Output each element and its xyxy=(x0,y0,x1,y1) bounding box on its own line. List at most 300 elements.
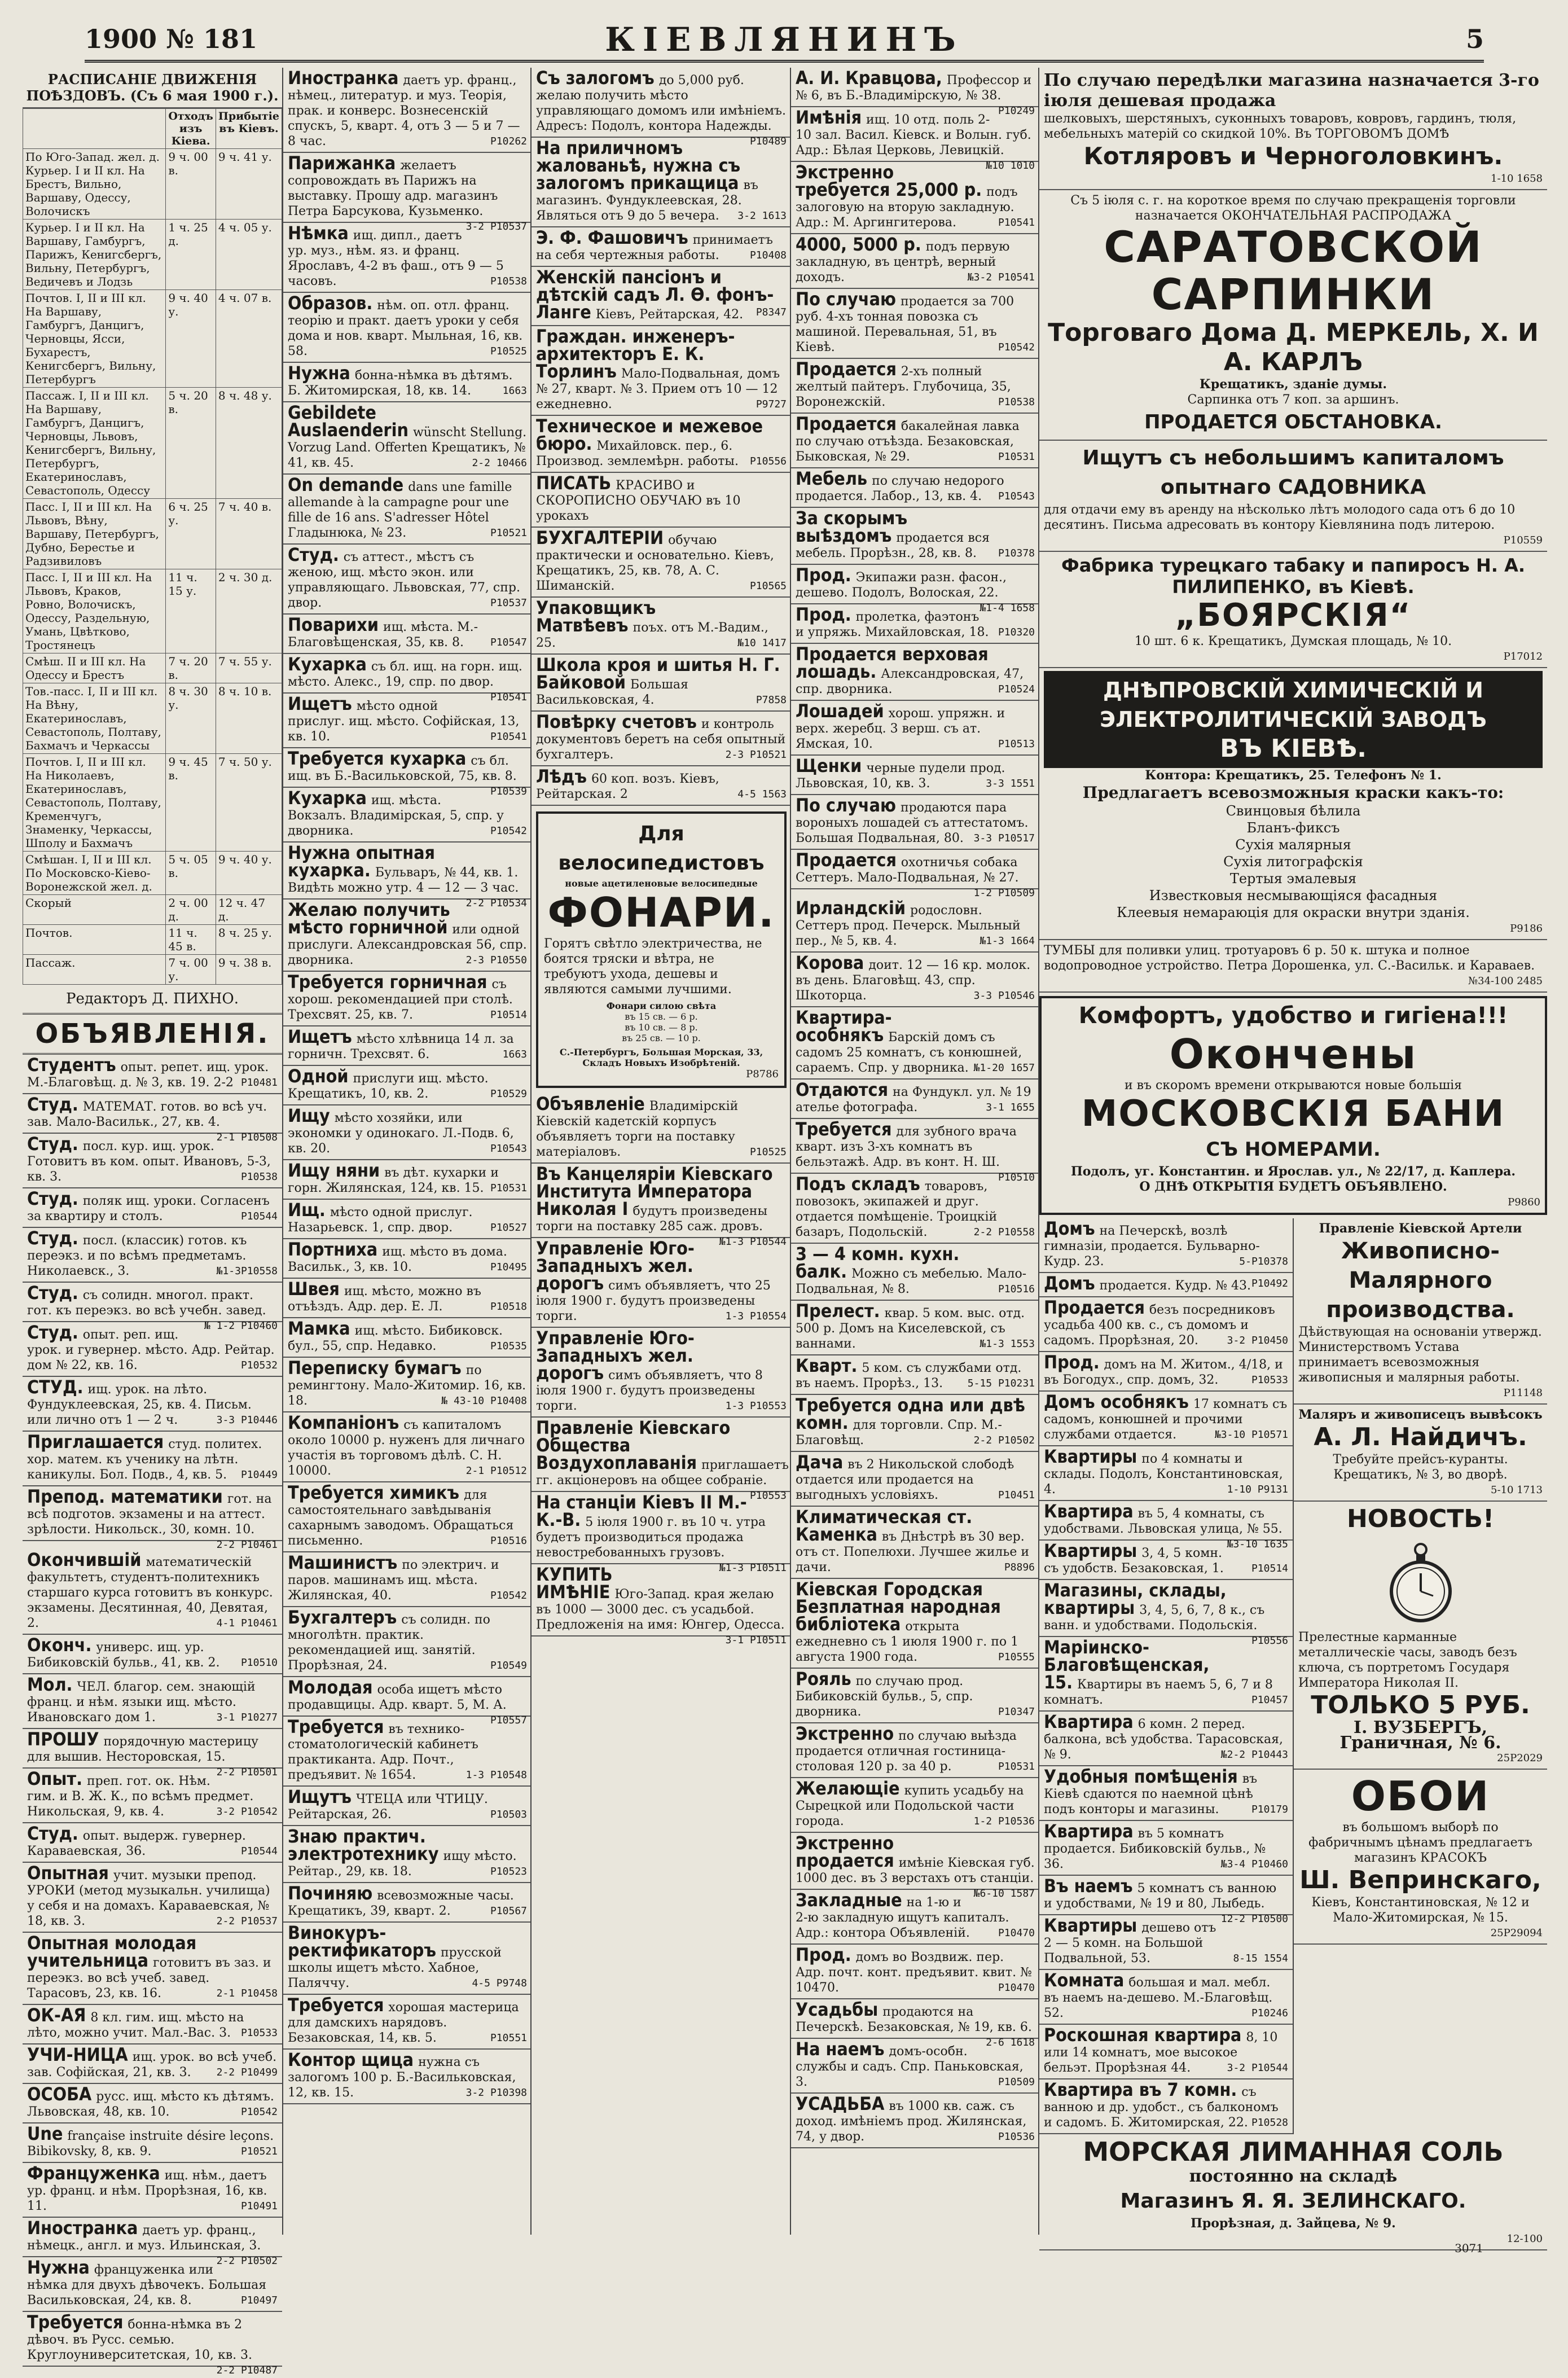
bicycle-seller: С.-Петербургъ, Большая Морская, 33, Складъ Новыхъ Изобрѣтеній. xyxy=(559,1047,763,1068)
ad-text: ищ. мѣсто въ дома. Васильк., 3, кв. 10. xyxy=(288,1245,507,1274)
ad-lead: Парижанка xyxy=(288,152,396,174)
gardener-ref: Р10559 xyxy=(1503,534,1543,546)
ad-lead: Ищутъ xyxy=(288,1786,352,1807)
ad-ref: Р10524 xyxy=(998,683,1035,695)
classified-ad xyxy=(532,712,791,766)
bicycle-subtitle: новые ацетиленовые велосипедные xyxy=(565,878,758,889)
classified-ad xyxy=(532,1417,791,1502)
ad-text: 8, 10 или 14 комнатъ, мое высокое бельэт. Прорѣзная 44. xyxy=(1044,2030,1278,2075)
classified-ad xyxy=(283,1412,532,1482)
timetable-departure: 9 ч. 40 у. xyxy=(166,290,216,388)
ad-lead: На приличномъ жалованьѣ, нужна съ залогомъ прикащица xyxy=(536,137,741,194)
salt-shop: Магазинъ Я. Я. ЗЕЛИНСКАГО. xyxy=(1120,2190,1466,2213)
ad-text: продаются на Печерскѣ. Безаковская, № 19, кв. 6. xyxy=(796,2005,1032,2034)
classified-ad xyxy=(283,545,532,615)
ad-ref: 1-3 Р10548 xyxy=(465,1769,527,1781)
ad-lead: Мамка xyxy=(288,1318,350,1339)
moscow-baths-ad xyxy=(1039,996,1547,1215)
classified-ad xyxy=(791,849,1039,899)
footer-ref: 3071 xyxy=(1455,2241,1483,2255)
timetable-departure: 1 ч. 25 д. xyxy=(166,220,216,290)
ad-text: принимаетъ на себя чертежныя работы. xyxy=(536,233,773,262)
ad-lead: Студ. xyxy=(27,1823,78,1844)
timetable-arrival: 8 ч. 10 в. xyxy=(216,683,282,754)
ad-lead: Требуется химикъ xyxy=(288,1482,460,1503)
ad-lead: По случаю xyxy=(796,288,896,310)
timetable-route: Пасс. I, II и III кл. На Львовъ, Краков, Ровно, Волочискъ, Одессу, Раздельную, Умань, Цвѣтково, Тростянецъ xyxy=(23,569,166,653)
ad-text: въ Кіевѣ сдаются по наемной цѣнѣ подъ конторы и магазины. xyxy=(1044,1772,1258,1817)
ad-ref: Р10543 xyxy=(998,490,1035,502)
ad-ref: 3-2 Р10544 xyxy=(1227,2062,1288,2074)
classified-ad xyxy=(283,1279,532,1318)
ad-ref: Р10514 xyxy=(1251,1563,1288,1574)
ad-text: студ. политех. хор. матем. къ ученику на лѣтн. каникулы. Бол. Подв., 4, кв. 5. xyxy=(27,1437,262,1482)
ad-lead: Француженка xyxy=(27,2162,160,2184)
ad-lead: Усадьбы xyxy=(796,1999,879,2020)
timetable-arrival: 8 ч. 25 у. xyxy=(216,925,282,955)
ad-ref: 2-3 Р10521 xyxy=(725,749,787,761)
ad-text: съ бл. ищ. на горн. ищ. мѣсто. Алекс., 19, спр. по двор. xyxy=(288,660,522,689)
ad-ref: 1-2 Р10509 xyxy=(973,887,1035,899)
ad-text: посл. кур. ищ. урок. Готовитъ въ ком. опыт. Ивановъ, 5-3, кв. 3. xyxy=(27,1139,271,1184)
ad-text: особа ищетъ мѣсто продавщицы. Адр. кварт. 5, М. А. xyxy=(288,1683,507,1712)
classified-ad xyxy=(532,138,791,227)
ad-lead: КУПИТЬ ИМѢНІЕ xyxy=(536,1564,613,1603)
ad-ref: Р10533 xyxy=(1251,1374,1288,1386)
ad-ref: Р10538 xyxy=(490,275,527,287)
timetable-row xyxy=(23,955,282,985)
ad-text: мѣсто хозяйки, или экономки у одинокаго. Л.-Подв. 6, кв. 20. xyxy=(288,1111,514,1156)
ad-ref: Р10320 xyxy=(998,626,1035,638)
ad-text: въ 5 комнатъ продается. Бибиковскій бульв., № 36. xyxy=(1044,1827,1266,1871)
sale-head: По случаю передѣлки магазина назначается 3-го іюля дешевая продажа xyxy=(1044,71,1539,111)
ad-text: по случаю недорого продается. Лабор., 13, кв. 4. xyxy=(796,474,1004,503)
ad-text: приглашаетъ гг. акціонеровъ на общее собраніе. xyxy=(536,1458,789,1488)
ad-text: или одной прислуги. Александровская 56, спр. дворника. xyxy=(288,923,527,967)
classified-ad xyxy=(791,289,1039,359)
classified-ad xyxy=(532,766,791,806)
classified-ad xyxy=(532,326,791,416)
ad-text: преп. гот. ок. Нѣм. гим. и В. Ж. К., по всѣмъ предмет. Никольская, 9, кв. 4. xyxy=(27,1774,254,1819)
classified-ad xyxy=(791,1778,1039,1833)
ad-text: Экипажи разн. фасон., дешево. Подолъ, Волоская, 22. xyxy=(796,571,1007,600)
ad-text: по электрич. и паров. машинамъ ищ. мѣста. Жилянская, 40. xyxy=(288,1558,499,1603)
classified-ad xyxy=(23,2163,282,2218)
classified-ad xyxy=(23,1094,282,1143)
chem-title: ДНѢПРОВСКІЙ ХИМИЧЕСКІЙ И ЭЛЕКТРОЛИТИЧЕСКІЙ ЗАВОДЪ xyxy=(1100,678,1487,732)
ad-ref: 2-2 Р10501 xyxy=(216,1766,278,1778)
ad-text: даетъ ур. франц., нѣмец., литератур. и муз. Теорія, прак. и конверс. Вознесенскій спускъ, 5, кварт. 4, отъ 3 — 5 и 7 — 8 час. xyxy=(288,73,520,148)
classified-ad xyxy=(23,1188,282,1228)
classified-ad xyxy=(791,953,1039,1007)
ad-ref: № 1-2 Р10460 xyxy=(204,1320,278,1332)
ad-text: для торговли. Спр. М.-Благовѣщ. xyxy=(796,1418,1002,1447)
bath-ref: Р9860 xyxy=(1508,1196,1540,1208)
ad-text: Большая Васильковская, 4. xyxy=(536,678,688,707)
artel-ad xyxy=(1294,1218,1547,1405)
ad-lead: Мебель xyxy=(796,468,868,489)
ad-text: будутъ произведены торги на поставку 285 саж. дровъ. xyxy=(536,1204,767,1234)
ad-lead: Машинистъ xyxy=(288,1552,398,1573)
ad-text: ищ. мѣста. М.-Благовѣщенская, 35, кв. 8. xyxy=(288,620,478,650)
ad-lead: Контор щица xyxy=(288,2049,414,2070)
classified-ad xyxy=(791,1579,1039,1669)
col5-ads xyxy=(1039,1218,1293,2134)
timetable-row xyxy=(23,895,282,925)
timetable-route: Почтов. I, II и III кл. На Варшаву, Гамбургъ, Данцигъ, Черновцы, Ясси, Бухарестъ, Кенигсбергъ, Вильну, Петербургъ xyxy=(23,290,166,388)
timetable-row xyxy=(23,290,282,388)
timetable-route: Смѣшан. I, II и III кл. По Московско-Кіево-Воронежской жел. д. xyxy=(23,852,166,895)
ad-ref: 5-15 Р10231 xyxy=(967,1377,1035,1389)
ad-lead: Требуется xyxy=(288,1716,384,1738)
ad-text: въ Днѣстрѣ въ 30 вер. отъ ст. Попелюхи. Лучшее жилье и дачи. xyxy=(796,1530,1030,1574)
ad-ref: Р10529 xyxy=(490,1088,527,1100)
timetable-departure: 5 ч. 20 в. xyxy=(166,388,216,499)
ad-text: въ магазинъ. Фундуклеевская, 28. Являться отъ 9 до 5 вечера. xyxy=(536,178,758,223)
ad-lead: Желаю получить мѣсто горничной xyxy=(288,899,450,938)
ad-text: математическій факультетъ, студентъ-политехникъ старшаго курса готовитъ въ конкурс. экзамены. Десятинная, 40, Девятая, 2. xyxy=(27,1555,273,1630)
ad-lead: Винокуръ-ректификаторъ xyxy=(288,1922,436,1961)
ad-ref: Р10556 xyxy=(749,455,787,467)
classified-ad xyxy=(532,267,791,326)
classified-ad xyxy=(283,293,532,363)
ad-lead: Молодая xyxy=(288,1677,373,1698)
classified-ad xyxy=(791,756,1039,795)
chem-item: Тертыя эмалевыя xyxy=(1229,871,1357,887)
classified-ad xyxy=(791,1669,1039,1723)
ad-text: на Фундукл. ул. № 19 ателье фотографа. xyxy=(796,1085,1031,1115)
classified-ad xyxy=(1039,1500,1293,1550)
ad-ref: 4-1 Р10461 xyxy=(216,1617,278,1629)
ad-ref: №10 1010 xyxy=(986,160,1035,172)
classified-ad xyxy=(23,2005,282,2044)
sarpinka-note: ПРОДАЕТСЯ ОБСТАНОВКА. xyxy=(1144,411,1442,433)
watch-price: ТОЛЬКО 5 РУБ. xyxy=(1311,1691,1530,1719)
timetable-route: Скорый xyxy=(23,895,166,925)
ad-ref: Р10542 xyxy=(490,1590,527,1602)
classified-ad xyxy=(283,1318,532,1358)
ad-lead: На станціи Кіевъ II М.-К.-В. xyxy=(536,1491,747,1530)
timetable-header-dep: Отходъ изъ Кіева. xyxy=(166,109,216,149)
ad-ref: 3-3 1551 xyxy=(986,778,1035,789)
ad-lead: Препод. математики xyxy=(27,1486,223,1507)
ad-lead: Квартира xyxy=(1044,1500,1134,1522)
timetable-arrival: 9 ч. 40 у. xyxy=(216,852,282,895)
ad-text: въ 5, 4 комнаты, съ удобствами. Львовская улица, № 55. xyxy=(1044,1507,1282,1536)
timetable-title: РАСПИСАНІЕ ДВИЖЕНІЯ ПОѢЗДОВЪ. (Съ 6 мая 1900 г.). xyxy=(23,68,282,108)
ad-ref: № 43-10 Р10408 xyxy=(441,1395,527,1407)
ad-text: прусской школы ищетъ мѣсто. Хабное, Паляччу. xyxy=(288,1946,502,1990)
ad-ref: Р10565 xyxy=(749,580,787,592)
ad-lead: Требуется кухарка xyxy=(288,748,467,769)
ad-ref: Р10516 xyxy=(490,1535,527,1547)
ad-text: 5 комнатъ съ ванною и удобствами, № 19 и 80, Лыбедь. xyxy=(1044,1881,1277,1911)
ad-text: большая и мал. мебл. въ наемъ на-дешево. М.-Благовѣщ. 52. xyxy=(1044,1976,1273,2020)
ad-ref: Р10525 xyxy=(490,345,527,357)
ad-text: гот. на всѣ подготов. экзамены и на аттест. зрѣлости. Никольск., 30, комн. 10. xyxy=(27,1492,272,1537)
ad-ref: Р10567 xyxy=(490,1905,527,1917)
ad-lead: Студ. xyxy=(27,1282,78,1304)
ad-text: по ремингтону. Мало-Житомир. 16, кв. 18. xyxy=(288,1363,526,1408)
classified-ad xyxy=(283,842,532,909)
ad-ref: 1663 xyxy=(502,1048,527,1060)
classified-ad xyxy=(532,528,791,598)
ad-ref: 2-2 Р10502 xyxy=(973,1434,1035,1446)
ad-lead: Продается верховая лошадь. xyxy=(796,643,989,682)
ad-text: опыт. репет. ищ. урок. М.-Благовѣщ. д. № 3, кв. 19. 2-2 xyxy=(27,1060,269,1090)
classified-ad xyxy=(283,1787,532,1826)
ad-ref: 3-2 Р10537 xyxy=(465,221,527,232)
ad-text: поляк ищ. уроки. Согласенъ за квартиру и столъ. xyxy=(27,1194,270,1223)
ad-text: и контроль документовъ беретъ на себя опытный бухгалтеръ. xyxy=(536,717,786,762)
classified-ad xyxy=(1039,1766,1293,1821)
ad-ref: Р10553 xyxy=(749,1490,787,1502)
ad-ref: Р10542 xyxy=(240,2106,278,2118)
ad-ref: Р10262 xyxy=(490,135,527,147)
ad-ref: Р10497 xyxy=(240,2294,278,2306)
timetable-row xyxy=(23,569,282,653)
ad-lead: Управленіе Юго-Западныхъ жел. дорогъ xyxy=(536,1327,695,1384)
ad-text: прислуги ищ. мѣсто. Крещатикъ, 10, кв. 2. xyxy=(288,1072,489,1101)
ad-text: съ бл. ищ. въ Б.-Васильковской, 75, кв. 8. xyxy=(288,754,517,783)
ad-text: 2-хъ полный желтый пайтеръ. Глубочица, 35, Воронежскій. xyxy=(796,365,1011,409)
ad-lead: Прод. xyxy=(1044,1352,1100,1373)
ad-lead: Знаю практич. электротехнику xyxy=(288,1826,439,1864)
classified-ad xyxy=(791,359,1039,414)
chem-city: ВЪ КІЕВѢ. xyxy=(1220,734,1367,763)
ad-text: всевозможные часы. Крещатикъ, 39, кварт. 2. xyxy=(288,1889,514,1918)
classified-ad xyxy=(283,1200,532,1239)
ad-lead: Ищу xyxy=(288,1105,330,1126)
ad-lead: Э. Ф. Фашовичъ xyxy=(536,227,688,248)
classified-ad xyxy=(791,1832,1039,1899)
oboi-title: ОБОИ xyxy=(1351,1772,1490,1820)
timetable-row xyxy=(23,653,282,683)
ad-ref: №10 1417 xyxy=(737,637,787,649)
chem-office: Контора: Крещатикъ, 25. Телефонъ № 1. xyxy=(1145,768,1442,783)
ad-ref: Р10547 xyxy=(490,637,527,648)
ad-lead: Правленіе Кіевскаго Общества Воздухоплаванія xyxy=(536,1417,731,1473)
ad-lead: Поварихи xyxy=(288,614,379,635)
ad-text: на 1-ю и 2-ю закладную ищутъ капиталъ. Адр.: контора Объявленій. xyxy=(796,1896,1009,1940)
ad-text: хорош. упряжн. и верх. жеребц. 3 верш. съ ат. Ямская, 10. xyxy=(796,707,1005,751)
ad-ref: Р10541 xyxy=(998,217,1035,229)
ad-lead: Ищ. xyxy=(288,1199,326,1221)
ad-lead: Квартиры xyxy=(1044,1446,1137,1467)
tumby-text: ТУМБЫ для поливки улиц. тротуаровъ 6 р. 50 к. штука и полное водопроводное устройство. Петра Дорошенка, ул. С.-Васильк. и Караваев. xyxy=(1044,944,1535,973)
bicycle-title: Для велосипедистовъ xyxy=(558,822,765,875)
bath-note: О ДНѢ ОТКРЫТІЯ БУДЕТЪ ОБЪЯВЛЕНО. xyxy=(1139,1179,1447,1194)
oboi-text: въ большомъ выборѣ по фабричнымъ цѣнамъ предлагаетъ магазинъ КРАСОКЪ xyxy=(1308,1820,1532,1865)
timetable-arrival: 9 ч. 38 в. xyxy=(216,955,282,985)
classified-ad xyxy=(791,2094,1039,2148)
ad-text: универс. ищ. ур. Бибиковскій бульв., 41, кв. 2. xyxy=(27,1640,220,1670)
classified-ad xyxy=(1039,1446,1293,1501)
ad-ref: Р10408 xyxy=(749,249,787,261)
ad-lead: Въ наемъ xyxy=(1044,1875,1133,1897)
ad-lead: Требуется xyxy=(27,2311,124,2333)
bicycle-price-2: въ 10 св. — 8 р. xyxy=(625,1022,698,1033)
classified-ad xyxy=(283,1883,532,1923)
ad-ref: Р10470 xyxy=(998,1982,1035,1994)
ad-ref: Р10489 xyxy=(749,135,787,147)
ad-text: съ капиталомъ около 10000 р. нуженъ для личнаго участія въ торговомъ дѣлѣ. С. Н. 10000. xyxy=(288,1418,525,1478)
ad-text: 6 комн. 2 перед. балкона, всѣ удобства. Тарасовская, № 9. xyxy=(1044,1717,1284,1762)
ad-ref: Р10533 xyxy=(240,2027,278,2039)
ad-text: хорошая мастерица для дамскихъ нарядовъ. Безаковская, 14, кв. 5. xyxy=(288,2000,519,2045)
ad-ref: Р10531 xyxy=(998,1761,1035,1772)
sarpinka-title: САРАТОВСКОЙ САРПИНКИ xyxy=(1104,222,1483,319)
ad-text: ищ. урок. на лѣто. Фундуклеевская, 25, кв. 4. Письм. или лично отъ 1 — 2 ч. xyxy=(27,1383,252,1427)
ad-text: желаетъ сопровождать въ Парижъ на выставку. Прошу адр. магазинъ Петра Барсукова, Кузьменко. xyxy=(288,159,498,218)
ad-ref: 4-5 Р9748 xyxy=(472,1977,527,1989)
classified-ad xyxy=(791,1244,1039,1301)
ad-ref: 1-10 Р9131 xyxy=(1227,1484,1288,1495)
ad-lead: Съ залогомъ xyxy=(536,67,655,89)
bicycle-body: Горятъ свѣтло электричества, не боятся тряски и вѣтра, не требуютъ ухода, дешевы и являются самыми лучшими. xyxy=(544,937,762,997)
ad-ref: №1-3 Р10544 xyxy=(719,1236,787,1248)
ad-lead: БУХГАЛТЕРІИ xyxy=(536,527,664,549)
ad-ref: Р10451 xyxy=(998,1489,1035,1501)
ad-lead: Прод. xyxy=(796,1944,851,1965)
timetable-arrival: 12 ч. 47 д. xyxy=(216,895,282,925)
ad-ref: Р10449 xyxy=(240,1469,278,1481)
classified-ad xyxy=(791,1723,1039,1778)
classified-ad xyxy=(23,1823,282,1863)
col1-ads xyxy=(23,1054,282,2376)
ad-ref: Р10537 xyxy=(490,597,527,609)
ad-ref: 3-2 1613 xyxy=(737,210,787,222)
classified-ad xyxy=(23,1635,282,1674)
ad-ref: Р10538 xyxy=(998,396,1035,408)
sarpinka-addr: Крещатикъ, зданіе думы. xyxy=(1199,377,1387,392)
classified-ad xyxy=(23,2311,282,2376)
painter-title: Маляръ и живописецъ вывѣсокъ xyxy=(1298,1407,1543,1422)
ad-lead: Прод. xyxy=(796,604,851,625)
classified-ad xyxy=(791,1007,1039,1080)
ad-text: съ хорош. рекомендацией при столѣ. Трехсвят. 25, кв. 7. xyxy=(288,977,513,1022)
chem-offer: Предлагаетъ всевозможныя краски какъ-то: xyxy=(1082,783,1504,802)
ad-ref: Р10513 xyxy=(998,738,1035,750)
ad-text: съ аттест., мѣстъ съ женою, ищ. мѣсто экон. или управляющаго. Львовская, 77, спр. двор. xyxy=(288,550,520,610)
timetable-departure: 5 ч. 05 в. xyxy=(166,852,216,895)
classified-ad xyxy=(791,234,1039,289)
classified-ad xyxy=(23,1674,282,1729)
watch-text: Прелестные карманные металлическіе часы, заводъ безъ ключа, съ портретомъ Государя Императора Николая II. xyxy=(1298,1630,1517,1690)
ad-lead: Иностранка xyxy=(288,67,399,89)
ad-lead: Одной xyxy=(288,1065,349,1087)
ad-text: дешево отъ 2 — 5 комн. на Большой Подвальной, 53. xyxy=(1044,1921,1216,1965)
ad-ref: Р10525 xyxy=(749,1146,787,1158)
ad-ref: №3-4 Р10460 xyxy=(1220,1858,1288,1870)
ad-lead: On demande xyxy=(288,474,404,495)
painter-ad xyxy=(1294,1405,1547,1502)
gardener-title: Ищутъ съ небольшимъ капиталомъ опытнаго САДОВНИКА xyxy=(1082,446,1504,499)
ad-ref: Р10521 xyxy=(490,527,527,539)
sarpinka-ad xyxy=(1039,190,1547,441)
ad-ref: №1-3 1553 xyxy=(980,1338,1035,1350)
ad-ref: 3-3 Р10446 xyxy=(216,1414,278,1426)
classified-ad xyxy=(791,1507,1039,1579)
ad-lead: Образов. xyxy=(288,292,373,314)
ad-ref: Р10492 xyxy=(1251,1278,1288,1289)
ad-lead: Нѣмка xyxy=(288,222,349,244)
ad-text: по 4 комнаты и склады. Подолъ, Константиновская, 4. xyxy=(1044,1452,1283,1497)
ad-lead: Домъ особнякъ xyxy=(1044,1391,1189,1412)
ad-ref: 3-2 Р10398 xyxy=(465,2087,527,2099)
sale-ref: 1-10 1658 xyxy=(1491,173,1543,185)
ad-ref: Р10551 xyxy=(490,2032,527,2044)
ad-ref: 3-2 Р10450 xyxy=(1227,1335,1288,1346)
watch-ref: 25Р2029 xyxy=(1497,1752,1543,1764)
tumby-ref: №34-100 2485 xyxy=(1468,975,1543,987)
ad-text: съ солидн. по многолѣтн. практик. рекомендацией ищ. занятій. Прорѣзная, 24. xyxy=(288,1613,490,1673)
ad-text: для самостоятельнаго завѣдыванія сахарнымъ заводомъ. Обращаться письменно. xyxy=(288,1488,514,1548)
ad-text: ЧТЕЦА или ЧТИЦУ. Рейтарская, 26. xyxy=(288,1792,488,1822)
ad-text: 5 іюля 1900 г. въ 10 ч. утра будетъ производиться продажа невостребованныхъ грузовъ. xyxy=(536,1515,766,1560)
ad-text: ищ. урок. во всѣ учеб. зав. Софійская, 21, кв. 3. xyxy=(27,2050,277,2079)
classified-ad xyxy=(283,1358,532,1412)
classified-ad xyxy=(791,795,1039,850)
tobacco-title: Фабрика турецкаго табаку и папиросъ Н. А. ПИЛИПЕНКО, въ Кіевѣ. xyxy=(1061,555,1525,598)
ad-text: Юго-Запад. края желаю въ 1000 — 3000 дес. съ усадьбой. Предложенія на имя: Юнгер, Одесса. xyxy=(536,1587,785,1632)
ad-text: квар. 5 ком. выс. отд. 500 р. Домъ на Киселевской, съ ваннами. xyxy=(796,1306,1025,1351)
ad-text: 3, 4, 5, 6, 7, 8 к., съ ванн. и удобствами. Подольскія. xyxy=(1044,1603,1265,1633)
ad-ref: №6-10 1587 xyxy=(973,1888,1035,1899)
timetable-arrival: 4 ч. 07 в. xyxy=(216,290,282,388)
ad-lead: Опытная xyxy=(27,1862,109,1884)
gardener-text: для отдачи ему въ аренду на нѣсколько лѣтъ молодого сада отъ 6 до 10 десятинъ. Письма адресовать въ контору Кіевлянина подъ литерою. xyxy=(1044,503,1516,532)
tumby-ad xyxy=(1039,940,1547,993)
classified-ad xyxy=(1039,1712,1293,1766)
pocket-watch-icon xyxy=(1387,1539,1455,1624)
ad-text: безъ посредниковъ усадьба 400 кв. с., съ домомъ и садомъ. Прорѣзная, 20. xyxy=(1044,1303,1275,1348)
ad-text: МАТЕМАТ. готов. во всѣ уч. зав. Мало-Васильк., 27, кв. 4. xyxy=(27,1100,267,1129)
classified-ad xyxy=(23,2044,282,2084)
timetable-header-arr: Прибытіе въ Кіевъ. xyxy=(216,109,282,149)
ad-text: симъ объявляетъ, что 8 іюля 1900 г. будутъ произведены торги. xyxy=(536,1368,763,1413)
classified-ad xyxy=(283,1066,532,1105)
ad-ref: Р10246 xyxy=(1251,2007,1288,2019)
ad-lead: Кварт. xyxy=(796,1355,858,1376)
classified-ad xyxy=(1039,1218,1293,1273)
ad-text: Профессор и № 6, въ Б.-Владимірскую, № 38. xyxy=(796,73,1032,103)
ad-text: купить усадьбу на Сырецкой или Подольской части города. xyxy=(796,1784,1024,1828)
ad-lead: Нужна xyxy=(288,362,350,384)
ad-lead: По случаю xyxy=(796,795,896,816)
timetable-arrival: 8 ч. 48 у. xyxy=(216,388,282,499)
ad-lead: Объявленіе xyxy=(536,1093,645,1115)
ad-ref: 3-1 Р10277 xyxy=(216,1712,278,1723)
timetable-route: Пасс. I, II и III кл. На Львовъ, Вѣну, Варшаву, Петербургъ, Дубно, Берестье и Радзивиловъ xyxy=(23,499,166,569)
artel-name: Живописно-Малярного производства. xyxy=(1326,1238,1515,1323)
timetable-departure: 11 ч. 45 в. xyxy=(166,925,216,955)
ad-text: порядочную мастерицу для вышив. Несторовская, 15. xyxy=(27,1735,258,1764)
ad-text: до 5,000 руб. желаю получить мѣсто управляющаго домомъ или имѣніемъ. Адресъ: Подолъ, контора Надежды. xyxy=(536,73,786,133)
chem-item: Сухія малярныя xyxy=(1235,837,1351,853)
ad-lead: Продается xyxy=(1044,1297,1145,1318)
ad-ref: №1-3 1664 xyxy=(980,935,1035,947)
ad-ref: Р7858 xyxy=(756,694,787,706)
classified-ad xyxy=(283,1482,532,1552)
classified-ad xyxy=(283,363,532,402)
classified-ad xyxy=(283,1826,532,1883)
announcements-title: ОБЪЯВЛЕНІЯ. xyxy=(23,1015,282,1055)
ad-text: доит. 12 — 16 кр. молок. въ день. Благовѣщ. 43, спр. Шкоторца. xyxy=(796,958,1031,1003)
ad-text: пролетка, фаэтонъ и упряжь. Михайловская, 18. xyxy=(796,610,989,639)
salt-addr: Прорѣзная, д. Зайцева, № 9. xyxy=(1191,2216,1396,2231)
bicycle-price-title: Фонари силою свѣта xyxy=(606,1001,717,1011)
